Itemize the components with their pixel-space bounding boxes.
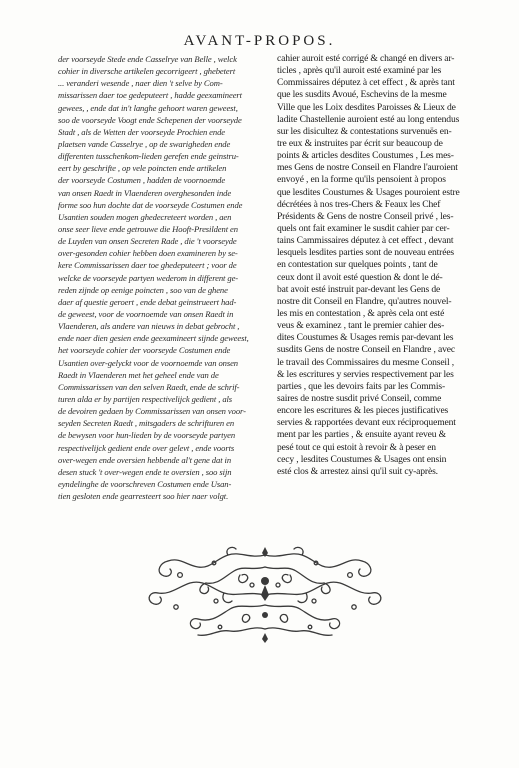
french-text-line: servies & rapportées devant eux réciproquement bbox=[277, 417, 456, 429]
french-text-line: ladite Chastellenie auroient esté au long entendus bbox=[277, 113, 460, 125]
dutch-text-line: de devoiren gedaen by Commissarissen van onsen voor- bbox=[58, 406, 246, 417]
dutch-text-line: van onsen Raedt in Vlaenderen overghesonden inde bbox=[58, 187, 232, 198]
dutch-text-line: het voorseyde cohier der voorseyde Costumen ende bbox=[58, 345, 231, 356]
dutch-text-line: daer af questie geroert , ende debat geinstrueert had- bbox=[58, 296, 237, 307]
dutch-text-line: respectivelijck gedient ende over gelevt , ende voorts bbox=[58, 442, 235, 453]
french-text-line: encore les escritures & les pieces justificatives bbox=[277, 405, 449, 417]
dutch-text-line: Raedt in Vlaenderen met het geheel ende van de bbox=[58, 369, 219, 380]
french-text-line: & les escritures y servies respectivement par les bbox=[277, 368, 454, 380]
french-text-line: tre eux & instruites par écrit sur beaucoup de bbox=[277, 137, 443, 149]
dutch-text-line: over-wegen ende oversien hebbende al't gene dat in bbox=[58, 454, 232, 465]
french-text-line: susdits Gens de nostre Conseil en Flandre , avec bbox=[277, 344, 455, 356]
dutch-text-line: welcke de voorseyde partyen wederom in different ge- bbox=[58, 272, 239, 283]
french-text-line: que les susdits Avoué, Eschevins de la mesme bbox=[277, 89, 447, 101]
dutch-text-line: Usantien over-gelyckt voor de voornoemde van onsen bbox=[58, 357, 239, 368]
french-text-line: dites Coustumes & Usages remis par-devant les bbox=[277, 332, 454, 344]
french-text-line: tains Cammissaires députez à cet effect , devant bbox=[277, 235, 454, 247]
dutch-text-line: desen stuck 't over-wegen ende te oversien , soo sijn bbox=[58, 466, 232, 477]
running-head: AVANT-PROPOS. bbox=[183, 33, 336, 49]
french-text-line: pesé tout ce qui estoit à revoir & à peser en bbox=[277, 441, 436, 453]
french-text-line: cahier auroit esté corrigé & changé en divers ar- bbox=[277, 53, 455, 64]
french-text-line: Présidents & Gens de nostre Conseil privé , les- bbox=[277, 210, 454, 222]
dutch-text-line: turen alda er by partijen respectivelijck gedient , als bbox=[58, 393, 233, 404]
dutch-text-line: reden zijnde op eenige poincten , soo van de ghene bbox=[58, 284, 228, 295]
french-text-line: ticles , après qu'il auroit esté examiné par les bbox=[277, 65, 442, 77]
dutch-text-line: seyden Secreten Raedt , mitsgaders de schrifturen en bbox=[58, 418, 235, 429]
french-text-line: esté clos & arrestez ainsi qu'il suit cy-après. bbox=[277, 465, 438, 477]
french-text-line: saires de nostre susdit privé Conseil, comme bbox=[277, 392, 442, 404]
dutch-text-line: de bewysen voor hun-lieden by de voorseyde partyen bbox=[58, 430, 236, 441]
french-text-line: bat avoit esté instruit par-devant les Gens de bbox=[277, 283, 441, 295]
french-text-line: en contestation sur quelques points , tant de bbox=[277, 259, 438, 271]
dutch-text-line: cohier in diversche artikelen gecorrigeert , ghebetert bbox=[58, 66, 236, 77]
dutch-text-line: Usantien souden mogen ghedecreteert worden , aen bbox=[58, 211, 232, 222]
french-text-line: sur les disicultez & contestations survenuës en- bbox=[277, 125, 452, 137]
left-column-dutch-text bbox=[58, 53, 276, 502]
dutch-text-line: de Luyden van onsen Secreten Rade , die 't voorseyde bbox=[58, 236, 237, 247]
french-text-line: nostre dit Conseil en Flandre, qu'autres nouvel- bbox=[277, 295, 452, 307]
dutch-text-line: gewees, , ende dat in't langhe gehoort waren geweest, bbox=[58, 102, 238, 113]
dutch-text-line: der voorseyde Costumen , hadden de voornoemde bbox=[58, 175, 226, 186]
dutch-text-line: over-gesonden cohier hebben doen examineren by se- bbox=[58, 248, 238, 259]
french-text-line: parties , que les devoirs faits par les Commis- bbox=[277, 380, 445, 392]
dutch-text-line: onse seer lieve ende getrouwe die Hooft-Presildent en bbox=[58, 223, 238, 234]
french-text-line: mes Gens de nostre Conseil en Flandre l'auroient bbox=[277, 162, 458, 174]
dutch-text-line: ende naer dien gesien ende geexamineert sijnde geweest, bbox=[58, 333, 249, 344]
dutch-text-line: de geweest, voor de voornoemde van onsen Raedt in bbox=[58, 308, 234, 319]
dutch-text-line: eyndelinghe de voorschreven Costumen ende Usan- bbox=[58, 478, 232, 489]
french-text-line: envoyé , en la forme qu'ils pensoient à propos bbox=[277, 174, 446, 186]
french-text-line: Commissaires députez à cet effect , & après tant bbox=[277, 77, 455, 89]
french-text-line: les mis en contestation , & après cela ont esté bbox=[277, 307, 445, 319]
french-text-line: que lesdites Coustumes & Usages pouroient estre bbox=[277, 186, 460, 198]
dutch-text-line: eert by geschrifte , op vele poincten ende artikelen bbox=[58, 163, 227, 174]
dutch-text-line: der voorseyde Stede ende Casselrye van Belle , welck bbox=[58, 54, 237, 64]
dutch-text-line: differenten tusschenkom-lieden gerefen ende geinstru- bbox=[58, 151, 239, 162]
french-text-line: cecy , lesdites Coustumes & Usages ont ensin bbox=[277, 453, 447, 465]
dutch-text-line: forme soo hun dochte dat de voorseyde Costumen ende bbox=[58, 199, 243, 210]
dutch-text-line: Vlaenderen, als andere van nieuws in debat gebrocht , bbox=[58, 321, 240, 332]
french-text-line: veus & examinez , tant le premier cahier des- bbox=[277, 320, 445, 332]
dutch-text-line: Commissarissen van den selven Raedt, ende de schrif- bbox=[58, 381, 240, 392]
dutch-text-line: plaetsen vande Casselrye , op de swarigheden ende bbox=[58, 138, 231, 149]
french-text-line: le travail des Commissaires du mesme Conseil , bbox=[277, 356, 454, 368]
dutch-text-line: Stadt , als de Wetten der voorseyde Prochien ende bbox=[58, 126, 226, 137]
french-text-line: points & articles desdites Coustumes , Les mes- bbox=[277, 150, 454, 162]
french-text-line: lesquels lesdites parties sont de nouveau entrées bbox=[277, 247, 455, 259]
floral-tailpiece-icon bbox=[140, 545, 390, 645]
dutch-text-line: missarissen daer toe gedeputeert , hadde geexamineert bbox=[58, 90, 242, 101]
right-column-french-text bbox=[277, 53, 497, 493]
french-text-line: quels ont fait examiner le susdit cahier par cer- bbox=[277, 222, 450, 234]
french-text-line: ceux dont il avoit esté question & dont le dé- bbox=[277, 271, 443, 283]
dutch-text-line: tien gesloten ende gearresteert soo hier naer volgt. bbox=[58, 491, 229, 502]
dutch-text-line: soo de voorseyde Voogt ende Schepenen der voorseyde bbox=[58, 114, 242, 125]
french-text-line: Ville que les Loix desdites Paroisses & Lieux de bbox=[277, 101, 456, 113]
french-text-line: ment par les parties , & ensuite ayant reveu & bbox=[277, 429, 446, 441]
dutch-text-line: kere Commissarissen daer toe ghedeputeert ; voor de bbox=[58, 260, 237, 271]
french-text-line: décrétées à nos tres-Chers & Feaux les Chef bbox=[277, 198, 441, 210]
dutch-text-line: ... veranderi wesende , naer dien 't selve by Com- bbox=[58, 78, 223, 89]
